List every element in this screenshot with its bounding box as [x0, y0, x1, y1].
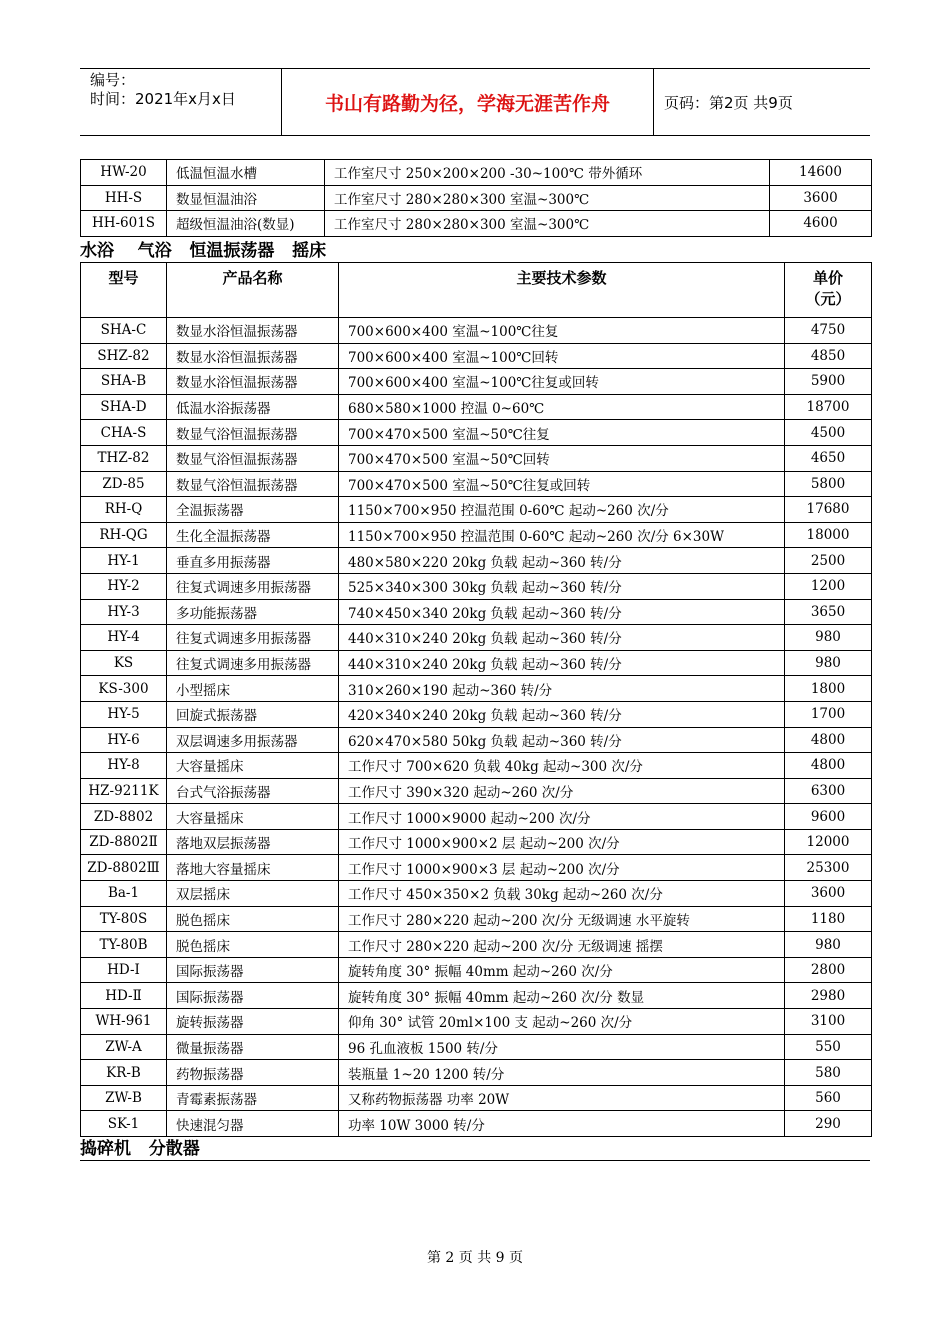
cell-product-name: 旋转振荡器	[167, 1009, 339, 1035]
cell-price: 4850	[785, 343, 872, 369]
cell-spec: 1150×700×950 控温范围 0-60℃ 起动~260 次/分 6×30W	[339, 522, 785, 548]
table-row	[81, 727, 872, 753]
cell-product-name: 往复式调速多用振荡器	[167, 650, 339, 676]
cell-price: 5900	[785, 369, 872, 395]
cell-price: 980	[785, 932, 872, 958]
cell-price: 4650	[785, 445, 872, 471]
cell-spec: 525×340×300 30kg 负载 起动~360 转/分	[339, 573, 785, 599]
cell-price: 14600	[770, 160, 872, 186]
cell-model: WH-961	[81, 1009, 167, 1035]
page-header	[80, 68, 870, 136]
cell-spec: 旋转角度 30° 振幅 40mm 起动~260 次/分 数显	[339, 983, 785, 1009]
table-row	[81, 1060, 872, 1086]
table-row	[81, 701, 872, 727]
cell-product-name: 回旋式振荡器	[167, 701, 339, 727]
cell-product-name: 低温恒温水槽	[167, 160, 325, 186]
cell-spec: 680×580×1000 控温 0~60℃	[339, 394, 785, 420]
cell-product-name: 数显气浴恒温振荡器	[167, 420, 339, 446]
header-model: 型号	[81, 263, 167, 318]
table-row	[81, 650, 872, 676]
cell-price: 4800	[785, 727, 872, 753]
cell-model: SHZ-82	[81, 343, 167, 369]
cell-spec: 480×580×220 20kg 负载 起动~360 转/分	[339, 548, 785, 574]
cell-model: ZD-8802Ⅲ	[81, 855, 167, 881]
cell-product-name: 脱色摇床	[167, 932, 339, 958]
cell-spec: 工作尺寸 1000×9000 起动~200 次/分	[339, 804, 785, 830]
cell-price: 4800	[785, 753, 872, 779]
table-row	[81, 957, 872, 983]
cell-spec: 工作室尺寸 280×280×300 室温~300℃	[325, 185, 770, 211]
doc-number-label: 编号：	[90, 71, 136, 89]
table-row	[81, 185, 872, 211]
cell-model: SHA-C	[81, 318, 167, 344]
header-price-line1: 单价	[812, 269, 843, 287]
section-heading-shakers: 水浴 气浴 恒温振荡器 摇床	[80, 241, 327, 261]
cell-product-name: 国际振荡器	[167, 983, 339, 1009]
cell-product-name: 青霉素振荡器	[167, 1085, 339, 1111]
cell-model: HY-6	[81, 727, 167, 753]
section-heading-blenders: 捣碎机 分散器	[80, 1139, 200, 1159]
cell-model: HY-2	[81, 573, 167, 599]
cell-model: CHA-S	[81, 420, 167, 446]
cell-product-name: 台式气浴振荡器	[167, 778, 339, 804]
cell-price: 1800	[785, 676, 872, 702]
cell-model: RH-QG	[81, 522, 167, 548]
table-row	[81, 599, 872, 625]
table-row	[81, 522, 872, 548]
cell-model: HH-S	[81, 185, 167, 211]
cell-spec: 96 孔血液板 1500 转/分	[339, 1034, 785, 1060]
cell-product-name: 大容量摇床	[167, 753, 339, 779]
cell-model: SHA-D	[81, 394, 167, 420]
table-row	[81, 932, 872, 958]
table-row	[81, 211, 872, 237]
cell-model: HY-8	[81, 753, 167, 779]
cell-model: SK-1	[81, 1111, 167, 1137]
cell-spec: 装瓶量 1~20 1200 转/分	[339, 1060, 785, 1086]
table-row	[81, 573, 872, 599]
cell-product-name: 数显恒温油浴	[167, 185, 325, 211]
cell-product-name: 全温振荡器	[167, 497, 339, 523]
cell-price: 18000	[785, 522, 872, 548]
header-unit-price	[785, 263, 872, 318]
cell-spec: 440×310×240 20kg 负载 起动~360 转/分	[339, 650, 785, 676]
cell-model: HD-Ⅰ	[81, 957, 167, 983]
cell-price: 1200	[785, 573, 872, 599]
table-header-row	[81, 263, 872, 318]
cell-price: 3650	[785, 599, 872, 625]
cell-price: 290	[785, 1111, 872, 1137]
table-row	[81, 625, 872, 651]
header-meta	[80, 69, 282, 135]
cell-spec: 700×470×500 室温~50℃往复	[339, 420, 785, 446]
cell-spec: 工作尺寸 390×320 起动~260 次/分	[339, 778, 785, 804]
cell-product-name: 微量振荡器	[167, 1034, 339, 1060]
cell-product-name: 数显气浴恒温振荡器	[167, 445, 339, 471]
cell-spec: 工作尺寸 450×350×2 负载 30kg 起动~260 次/分	[339, 881, 785, 907]
cell-model: KS-300	[81, 676, 167, 702]
cell-price: 18700	[785, 394, 872, 420]
cell-price: 3600	[785, 881, 872, 907]
cell-product-name: 往复式调速多用振荡器	[167, 625, 339, 651]
cell-model: RH-Q	[81, 497, 167, 523]
table-row	[81, 1009, 872, 1035]
header-price-line2: （元）	[805, 290, 851, 308]
cell-product-name: 药物振荡器	[167, 1060, 339, 1086]
cell-product-name: 生化全温振荡器	[167, 522, 339, 548]
section-divider	[80, 1160, 870, 1161]
cell-price: 1180	[785, 906, 872, 932]
cell-price: 5800	[785, 471, 872, 497]
table-row	[81, 881, 872, 907]
cell-model: KS	[81, 650, 167, 676]
cell-spec: 旋转角度 30° 振幅 40mm 起动~260 次/分	[339, 957, 785, 983]
cell-price: 25300	[785, 855, 872, 881]
header-tech-specs: 主要技术参数	[339, 263, 785, 318]
cell-spec: 700×600×400 室温~100℃往复或回转	[339, 369, 785, 395]
cell-product-name: 垂直多用振荡器	[167, 548, 339, 574]
cell-model: KR-B	[81, 1060, 167, 1086]
cell-model: HY-4	[81, 625, 167, 651]
cell-product-name: 落地大容量摇床	[167, 855, 339, 881]
header-page-label: 页码：第2页 共9页	[664, 93, 793, 112]
cell-price: 1700	[785, 701, 872, 727]
table-row	[81, 420, 872, 446]
table-row	[81, 471, 872, 497]
cell-spec: 工作尺寸 280×220 起动~200 次/分 无级调速 摇摆	[339, 932, 785, 958]
cell-price: 4750	[785, 318, 872, 344]
table-row	[81, 1034, 872, 1060]
cell-spec: 仰角 30° 试管 20ml×100 支 起动~260 次/分	[339, 1009, 785, 1035]
cell-spec: 工作尺寸 1000×900×3 层 起动~200 次/分	[339, 855, 785, 881]
date-label: 时间：2021年x月x日	[90, 90, 236, 108]
cell-model: ZD-8802	[81, 804, 167, 830]
cell-model: HH-601S	[81, 211, 167, 237]
cell-product-name: 往复式调速多用振荡器	[167, 573, 339, 599]
table-row	[81, 753, 872, 779]
cell-model: TY-80S	[81, 906, 167, 932]
cell-price: 2500	[785, 548, 872, 574]
cell-product-name: 脱色摇床	[167, 906, 339, 932]
page-footer: 第 2 页 共 9 页	[426, 1250, 524, 1266]
cell-product-name: 双层调速多用振荡器	[167, 727, 339, 753]
cell-price: 4500	[785, 420, 872, 446]
table-row	[81, 497, 872, 523]
table-row	[81, 855, 872, 881]
table-row	[81, 548, 872, 574]
table-row	[81, 906, 872, 932]
cell-price: 580	[785, 1060, 872, 1086]
cell-spec: 440×310×240 20kg 负载 起动~360 转/分	[339, 625, 785, 651]
cell-product-name: 小型摇床	[167, 676, 339, 702]
cell-spec: 工作尺寸 280×220 起动~200 次/分 无级调速 水平旋转	[339, 906, 785, 932]
cell-price: 17680	[785, 497, 872, 523]
cell-product-name: 数显气浴恒温振荡器	[167, 471, 339, 497]
table-row	[81, 445, 872, 471]
cell-spec: 工作尺寸 1000×900×2 层 起动~200 次/分	[339, 829, 785, 855]
table-row	[81, 160, 872, 186]
cell-spec: 工作室尺寸 250×200×200 -30~100℃ 带外循环	[325, 160, 770, 186]
cell-price: 3100	[785, 1009, 872, 1035]
cell-price: 980	[785, 650, 872, 676]
cell-price: 12000	[785, 829, 872, 855]
cell-spec: 740×450×340 20kg 负载 起动~360 转/分	[339, 599, 785, 625]
cell-product-name: 大容量摇床	[167, 804, 339, 830]
table-row	[81, 1111, 872, 1137]
cell-product-name: 多功能振荡器	[167, 599, 339, 625]
cell-product-name: 数显水浴恒温振荡器	[167, 343, 339, 369]
cell-spec: 工作尺寸 700×620 负载 40kg 起动~300 次/分	[339, 753, 785, 779]
table-row	[81, 676, 872, 702]
cell-price: 2800	[785, 957, 872, 983]
cell-spec: 700×600×400 室温~100℃往复	[339, 318, 785, 344]
cell-price: 3600	[770, 185, 872, 211]
cell-spec: 功率 10W 3000 转/分	[339, 1111, 785, 1137]
cell-model: ZW-A	[81, 1034, 167, 1060]
table-row	[81, 778, 872, 804]
table-row	[81, 829, 872, 855]
cell-price: 9600	[785, 804, 872, 830]
cell-price: 550	[785, 1034, 872, 1060]
cell-product-name: 数显水浴恒温振荡器	[167, 369, 339, 395]
table-row	[81, 343, 872, 369]
cell-model: ZD-85	[81, 471, 167, 497]
cell-model: HY-3	[81, 599, 167, 625]
cell-model: ZD-8802Ⅱ	[81, 829, 167, 855]
cell-model: THZ-82	[81, 445, 167, 471]
cell-product-name: 数显水浴恒温振荡器	[167, 318, 339, 344]
table-row	[81, 804, 872, 830]
continued-price-table	[80, 159, 872, 237]
cell-model: SHA-B	[81, 369, 167, 395]
cell-model: HD-Ⅱ	[81, 983, 167, 1009]
table-row	[81, 1085, 872, 1111]
cell-price: 980	[785, 625, 872, 651]
cell-model: HW-20	[81, 160, 167, 186]
cell-price: 2980	[785, 983, 872, 1009]
cell-spec: 工作室尺寸 280×280×300 室温~300℃	[325, 211, 770, 237]
cell-model: Ba-1	[81, 881, 167, 907]
cell-spec: 又称药物振荡器 功率 20W	[339, 1085, 785, 1111]
header-product-name: 产品名称	[167, 263, 339, 318]
cell-spec: 700×600×400 室温~100℃回转	[339, 343, 785, 369]
cell-model: HY-1	[81, 548, 167, 574]
cell-model: HY-5	[81, 701, 167, 727]
table-row	[81, 983, 872, 1009]
cell-product-name: 快速混匀器	[167, 1111, 339, 1137]
table-row	[81, 369, 872, 395]
table-row	[81, 394, 872, 420]
shaker-price-table	[80, 262, 872, 1137]
cell-model: ZW-B	[81, 1085, 167, 1111]
cell-spec: 700×470×500 室温~50℃往复或回转	[339, 471, 785, 497]
cell-price: 6300	[785, 778, 872, 804]
cell-spec: 620×470×580 50kg 负载 起动~360 转/分	[339, 727, 785, 753]
cell-product-name: 落地双层振荡器	[167, 829, 339, 855]
cell-spec: 420×340×240 20kg 负载 起动~360 转/分	[339, 701, 785, 727]
cell-price: 560	[785, 1085, 872, 1111]
cell-product-name: 低温水浴振荡器	[167, 394, 339, 420]
cell-spec: 700×470×500 室温~50℃回转	[339, 445, 785, 471]
cell-model: HZ-9211K	[81, 778, 167, 804]
cell-model: TY-80B	[81, 932, 167, 958]
cell-price: 4600	[770, 211, 872, 237]
cell-product-name: 国际振荡器	[167, 957, 339, 983]
cell-spec: 1150×700×950 控温范围 0-60℃ 起动~260 次/分	[339, 497, 785, 523]
table-row	[81, 318, 872, 344]
cell-product-name: 超级恒温油浴(数显)	[167, 211, 325, 237]
header-motto: 书山有路勤为径，学海无涯苦作舟	[282, 69, 654, 135]
cell-product-name: 双层摇床	[167, 881, 339, 907]
cell-spec: 310×260×190 起动~360 转/分	[339, 676, 785, 702]
